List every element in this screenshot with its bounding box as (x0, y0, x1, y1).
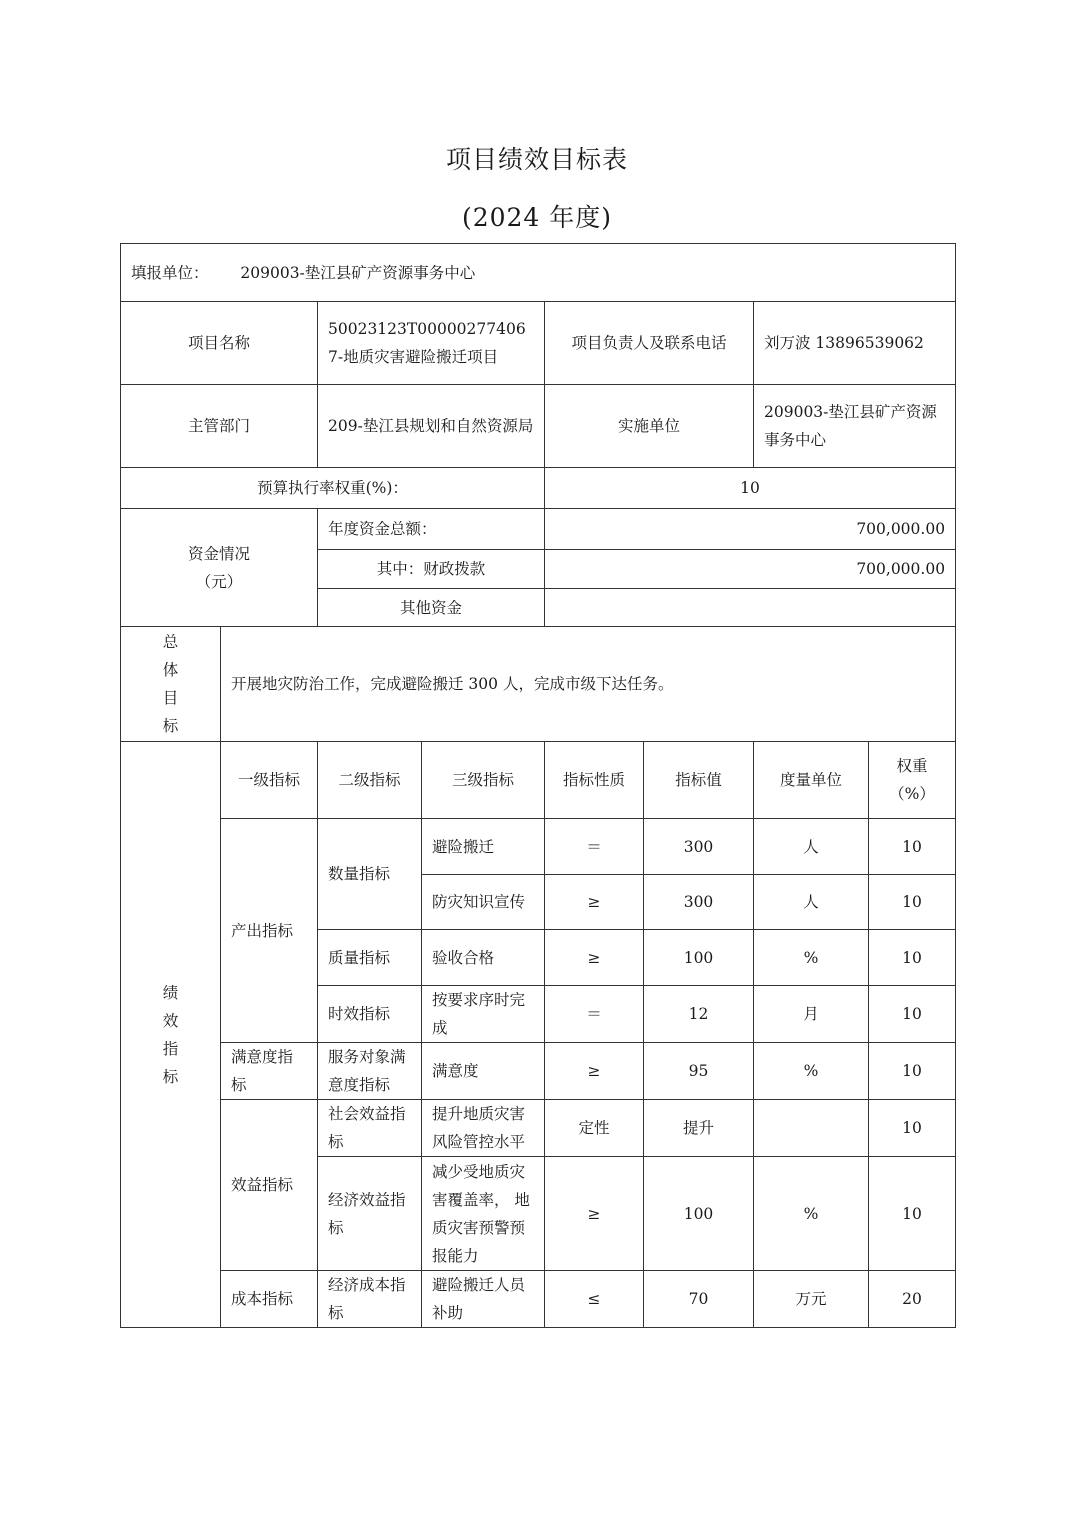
value-cell: 70 (644, 1271, 754, 1328)
contact-label: 项目负责人及联系电话 (545, 302, 754, 385)
weight-cell: 10 (869, 1100, 956, 1157)
nature-cell: ≥ (545, 875, 644, 930)
other-funds-label: 其他资金 (318, 589, 545, 627)
annual-total-label: 年度资金总额： (318, 509, 545, 550)
value-cell: 提升 (644, 1100, 754, 1157)
unit-cell: 人 (754, 875, 869, 930)
value-cell: 300 (644, 819, 754, 875)
table-row (121, 1271, 956, 1328)
project-name-label: 项目名称 (121, 302, 318, 385)
value-cell: 12 (644, 986, 754, 1043)
weight-cell: 10 (869, 1157, 956, 1271)
nature-cell: ≥ (545, 1157, 644, 1271)
weight-cell: 10 (869, 819, 956, 875)
header-weight: 权重（%） (869, 742, 956, 819)
level3-cell: 避险搬迁人员补助 (422, 1271, 545, 1328)
other-funds-value (545, 589, 956, 627)
level3-cell: 验收合格 (422, 930, 545, 986)
level2-economic-benefit: 经济效益指标 (318, 1157, 422, 1271)
goal-text: 开展地灾防治工作，完成避险搬迁 300 人，完成市级下达任务。 (221, 627, 956, 742)
header-level2: 二级指标 (318, 742, 422, 819)
unit-cell: 人 (754, 819, 869, 875)
nature-cell: ≥ (545, 930, 644, 986)
unit-cell (754, 1100, 869, 1157)
weight-cell: 10 (869, 986, 956, 1043)
funds-label (121, 509, 318, 627)
level2-social-benefit: 社会效益指标 (318, 1100, 422, 1157)
table-row (121, 1043, 956, 1100)
value-cell: 300 (644, 875, 754, 930)
unit-label: 填报单位： (131, 263, 209, 282)
unit-value: 209003-垫江县矿产资源事务中心 (240, 263, 476, 282)
dept-value: 209-垫江县规划和自然资源局 (318, 385, 545, 468)
unit-cell: 月 (754, 986, 869, 1043)
goal-label (121, 627, 221, 742)
unit-cell: 万元 (754, 1271, 869, 1328)
table-row (121, 819, 956, 875)
impl-value: 209003-垫江县矿产资源事务中心 (754, 385, 956, 468)
fiscal-label: 其中：财政拨款 (318, 550, 545, 589)
goal-label-text: 总体目标 (162, 633, 179, 735)
project-name-value: 50023123T000002774067-地质灾害避险搬迁项目 (318, 302, 545, 385)
level2-quality: 质量指标 (318, 930, 422, 986)
level1-satisfaction: 满意度指标 (221, 1043, 318, 1100)
table-row (121, 1100, 956, 1157)
page-title: 项目绩效目标表 (445, 145, 628, 174)
level3-cell: 按要求序时完成 (422, 986, 545, 1043)
header-unit: 度量单位 (754, 742, 869, 819)
value-cell: 100 (644, 930, 754, 986)
value-cell: 100 (644, 1157, 754, 1271)
budget-rate-label: 预算执行率权重(%)： (121, 468, 545, 509)
weight-cell: 10 (869, 930, 956, 986)
header-nature: 指标性质 (545, 742, 644, 819)
unit-cell: % (754, 1157, 869, 1271)
performance-table (120, 243, 956, 1328)
level2-quantity: 数量指标 (318, 819, 422, 930)
nature-cell: ≤ (545, 1271, 644, 1328)
level3-cell: 满意度 (422, 1043, 545, 1100)
unit-cell: % (754, 930, 869, 986)
value-cell: 95 (644, 1043, 754, 1100)
level3-cell: 减少受地质灾害覆盖率， 地质灾害预警预报能力 (422, 1157, 545, 1271)
unit-cell: % (754, 1043, 869, 1100)
level3-cell: 避险搬迁 (422, 819, 545, 875)
contact-value: 刘万波 13896539062 (754, 302, 956, 385)
unit-row (121, 244, 956, 302)
fiscal-value: 700,000.00 (545, 550, 956, 589)
level1-output: 产出指标 (221, 819, 318, 1043)
nature-cell: ＝ (545, 986, 644, 1043)
nature-cell: ≥ (545, 1043, 644, 1100)
level3-cell: 提升地质灾害风险管控水平 (422, 1100, 545, 1157)
level3-cell: 防灾知识宣传 (422, 875, 545, 930)
header-level3: 三级指标 (422, 742, 545, 819)
page-subtitle: (2024 年度) (461, 203, 613, 232)
perf-label (121, 742, 221, 1328)
dept-label: 主管部门 (121, 385, 318, 468)
level2-timeliness: 时效指标 (318, 986, 422, 1043)
nature-cell: 定性 (545, 1100, 644, 1157)
header-value: 指标值 (644, 742, 754, 819)
weight-cell: 10 (869, 875, 956, 930)
level1-benefit: 效益指标 (221, 1100, 318, 1271)
annual-total-value: 700,000.00 (545, 509, 956, 550)
budget-rate-value: 10 (545, 468, 956, 509)
weight-cell: 10 (869, 1043, 956, 1100)
header-level1: 一级指标 (221, 742, 318, 819)
nature-cell: ＝ (545, 819, 644, 875)
weight-cell: 20 (869, 1271, 956, 1328)
impl-label: 实施单位 (545, 385, 754, 468)
level2-service-satisfaction: 服务对象满意度指标 (318, 1043, 422, 1100)
perf-label-text: 绩效指标 (162, 983, 179, 1086)
level1-cost: 成本指标 (221, 1271, 318, 1328)
level2-economic-cost: 经济成本指标 (318, 1271, 422, 1328)
funds-label-text: 资金情况（元） (187, 544, 250, 591)
